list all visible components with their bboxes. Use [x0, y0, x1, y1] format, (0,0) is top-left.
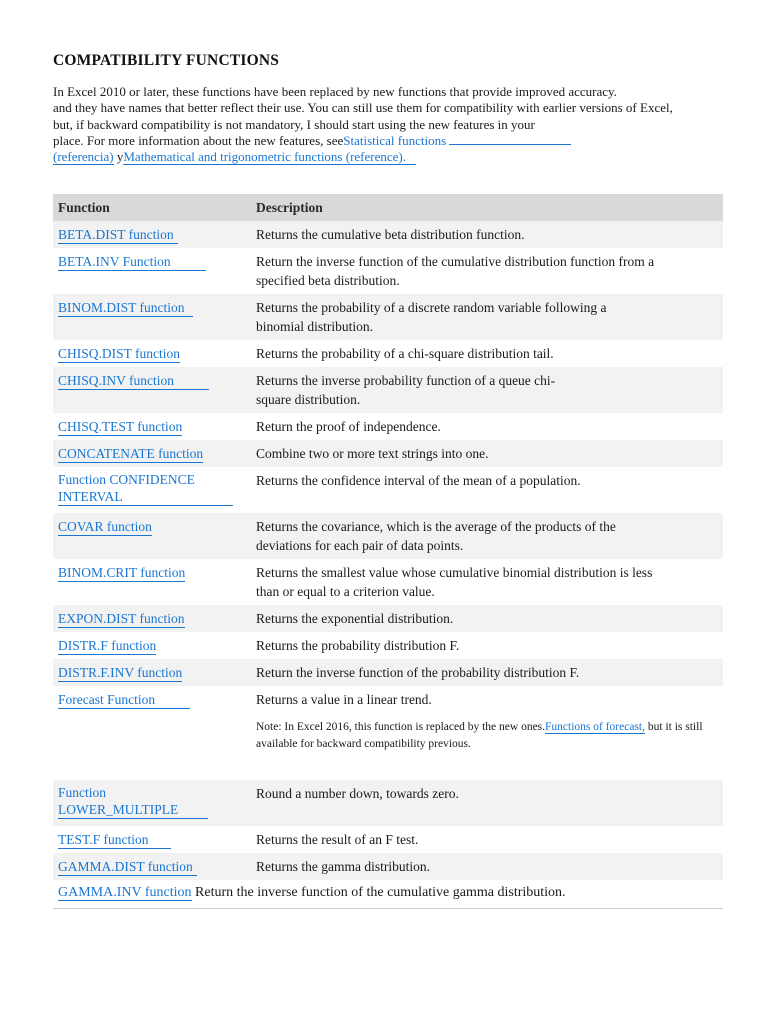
math-trig-functions-link[interactable]: Mathematical and trigonometric functions (reference).	[123, 149, 416, 165]
intro-line-3: but, if backward compatibility is not mandatory, I should start using the new features in your	[53, 116, 535, 132]
table-row	[53, 780, 723, 826]
function-link[interactable]: DISTR.F.INV function	[58, 665, 183, 680]
table-row	[53, 467, 723, 513]
table-row	[53, 413, 723, 440]
function-description: Returns the cumulative beta distribution function.	[256, 227, 525, 242]
intro-paragraph	[53, 84, 733, 165]
function-description: Returns the probability of a discrete random variable following a binomial distribution.	[256, 300, 607, 334]
function-link[interactable]: Function CONFIDENCE INTERVAL	[58, 471, 233, 506]
table-row	[53, 513, 723, 559]
table-row	[53, 367, 723, 413]
referencia-link[interactable]: (referencia)	[53, 149, 114, 165]
function-link[interactable]: GAMMA.DIST function	[58, 858, 197, 876]
table-row	[53, 686, 723, 780]
function-link[interactable]: BETA.INV Function	[58, 253, 206, 271]
function-description: Returns the probability distribution F.	[256, 638, 460, 653]
function-description: Returns the result of an F test.	[256, 832, 419, 847]
function-description: Returns the smallest value whose cumulative binomial distribution is less than or equal to a criterion value.	[256, 565, 653, 599]
table-row	[53, 340, 723, 367]
function-description: Return the proof of independence.	[256, 419, 441, 434]
table-row	[53, 632, 723, 659]
function-link[interactable]: CHISQ.INV function	[58, 372, 209, 390]
function-link[interactable]: Forecast Function	[58, 691, 190, 709]
intro-line-4-text: place. For more information about the new features, see	[53, 132, 344, 148]
intro-line-5	[53, 149, 733, 165]
function-link[interactable]: GAMMA.INV function	[58, 885, 192, 900]
intro-line-4	[53, 133, 733, 149]
function-link[interactable]: Function LOWER_MULTIPLE	[58, 784, 208, 819]
header-description: Description	[256, 200, 323, 215]
compatibility-functions-table	[53, 194, 723, 909]
page-title: COMPATIBILITY FUNCTIONS	[53, 52, 280, 69]
function-description: Returns the gamma distribution.	[256, 859, 430, 874]
link-underline	[449, 134, 571, 145]
table-row	[53, 853, 723, 880]
function-description: Combine two or more text strings into one.	[256, 446, 489, 461]
function-link[interactable]: BINOM.DIST function	[58, 299, 193, 317]
function-description: Returns the probability of a chi-square distribution tail.	[256, 346, 554, 361]
function-description: Round a number down, towards zero.	[256, 786, 459, 801]
table-row	[53, 440, 723, 467]
table-row	[53, 294, 723, 340]
table-row-last	[53, 880, 723, 909]
function-link[interactable]: CHISQ.TEST function	[58, 419, 183, 434]
function-description: Returns the confidence interval of the mean of a population.	[256, 473, 581, 488]
header-function: Function	[58, 200, 110, 215]
forecast-functions-link[interactable]: Functions of forecast,	[545, 721, 645, 733]
function-link[interactable]: BINOM.CRIT function	[58, 565, 186, 580]
note-suffix: but it is still available for backward compatibility previous.	[256, 721, 703, 750]
function-link[interactable]: BETA.DIST function	[58, 226, 178, 244]
table-row	[53, 826, 723, 853]
table-row	[53, 221, 723, 248]
function-description: Returns a value in a linear trend.	[256, 692, 432, 707]
table-header	[53, 194, 723, 221]
function-description: Returns the exponential distribution.	[256, 611, 454, 626]
function-description-cell	[256, 690, 716, 753]
intro-line-1: In Excel 2010 or later, these functions have been replaced by new functions that provide improved accuracy.	[53, 84, 617, 99]
function-description: Return the inverse function of the cumulative distribution function from a specified beta distribution.	[256, 254, 655, 288]
function-link[interactable]: CONCATENATE function	[58, 446, 204, 461]
note-prefix: Note: In Excel 2016, this function is replaced by the new ones.	[256, 721, 546, 733]
function-description: Return the inverse function of the probability distribution F.	[256, 665, 580, 680]
table-row	[53, 248, 723, 294]
table-row	[53, 605, 723, 632]
function-link[interactable]: EXPON.DIST function	[58, 611, 185, 626]
function-link[interactable]: CHISQ.DIST function	[58, 346, 181, 361]
function-link[interactable]: DISTR.F function	[58, 638, 157, 653]
connector-text: y	[113, 149, 124, 165]
function-description: Returns the inverse probability function of a queue chi-square distribution.	[256, 373, 556, 407]
function-link[interactable]: COVAR function	[58, 519, 152, 534]
table-row	[53, 559, 723, 605]
function-description: Return the inverse function of the cumulative gamma distribution.	[191, 885, 566, 900]
statistical-functions-link[interactable]: Statistical functions	[343, 132, 447, 148]
intro-line-2: and they have names that better reflect their use. You can still use them for compatibility with earlier versions of Excel,	[53, 100, 673, 116]
table-row	[53, 659, 723, 686]
function-link[interactable]: TEST.F function	[58, 831, 171, 849]
function-description: Returns the covariance, which is the average of the products of the deviations for each pair of data points.	[256, 519, 616, 553]
forecast-note	[256, 719, 716, 753]
